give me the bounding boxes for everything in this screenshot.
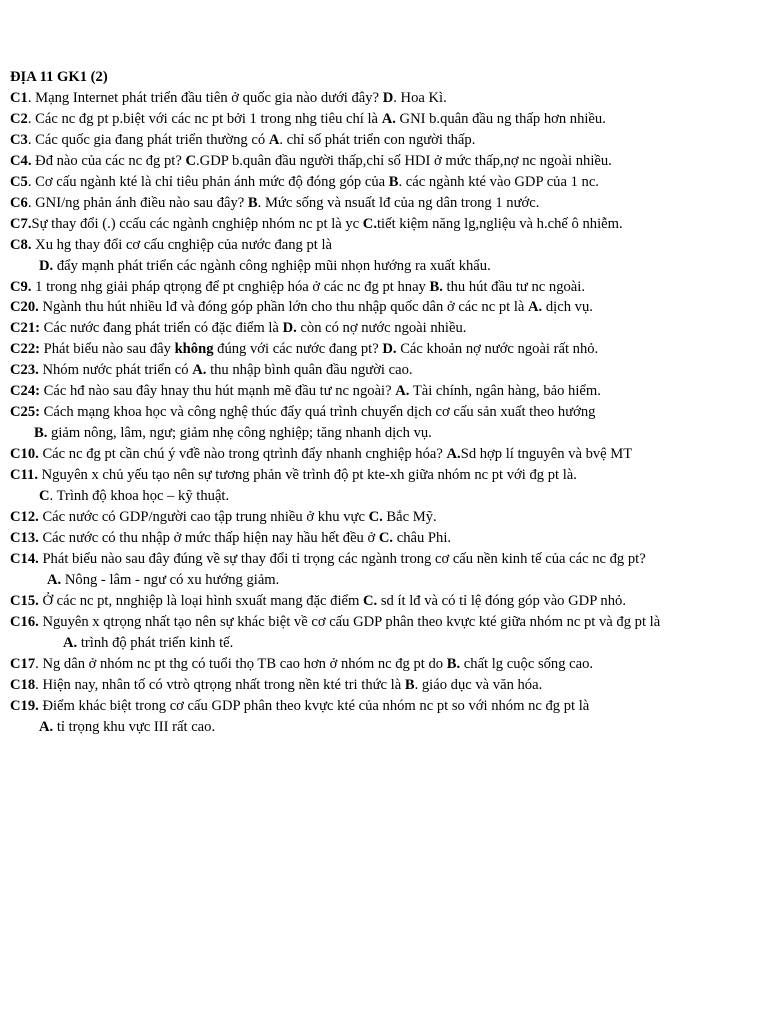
line-text: Ngành thu hút nhiều lđ và đóng góp phần lớn cho thu nhập quốc dân ở các nc pt là bbox=[38, 299, 529, 316]
bold-text: C7. bbox=[10, 215, 32, 232]
bold-text: D. bbox=[282, 320, 297, 337]
line-text: Đđ nào của các nc đg pt? bbox=[31, 152, 186, 169]
bold-text: A. bbox=[381, 110, 396, 127]
question-line bbox=[10, 360, 762, 381]
bold-text: C2 bbox=[10, 110, 28, 127]
line-text: . Mức sống và nsuất lđ của ng dân trong 1 nước. bbox=[257, 194, 540, 211]
line-text: . Các nc đg pt p.biệt với các nc pt bởi 1 trong nhg tiêu chí là bbox=[27, 110, 382, 127]
document-body bbox=[10, 67, 762, 738]
question-line bbox=[10, 465, 762, 486]
line-text: Bắc Mỹ. bbox=[382, 509, 437, 526]
bold-text: C17 bbox=[10, 655, 36, 672]
line-text: Sự thay đổi (.) ccấu các ngành cnghiệp nhóm nc pt là yc bbox=[31, 215, 363, 232]
question-line bbox=[10, 528, 762, 549]
line-text: GNI b.quân đầu ng thấp hơn nhiều. bbox=[395, 110, 606, 127]
bold-text: C5 bbox=[10, 173, 28, 190]
question-line bbox=[10, 297, 762, 318]
question-line bbox=[10, 109, 762, 130]
answer-line bbox=[10, 633, 762, 654]
answer-line bbox=[10, 570, 762, 591]
bold-text: C20. bbox=[10, 299, 39, 316]
line-text: còn có nợ nước ngoài nhiều. bbox=[296, 320, 467, 337]
bold-text: C1 bbox=[10, 89, 28, 106]
bold-text: C14. bbox=[10, 550, 39, 567]
question-line bbox=[10, 591, 762, 612]
bold-text: B bbox=[388, 173, 399, 190]
bold-text: A. bbox=[63, 634, 78, 651]
bold-text: C16. bbox=[10, 613, 39, 630]
line-text: châu Phi. bbox=[393, 529, 452, 546]
bold-text: C12. bbox=[10, 509, 39, 526]
bold-text: A. bbox=[47, 571, 62, 588]
line-text: Phát biểu nào sau đây bbox=[40, 341, 175, 358]
line-text: trình độ phát triển kinh tế. bbox=[77, 634, 234, 651]
bold-text: C bbox=[185, 152, 197, 169]
line-text: Các nước có thu nhập ở mức thấp hiện nay hầu hết đều ở bbox=[38, 529, 379, 546]
answer-line bbox=[10, 423, 762, 444]
line-text: Xu hg thay đổi cơ cấu cnghiệp của nước đang pt là bbox=[31, 236, 333, 253]
line-text: Các nước có GDP/người cao tập trung nhiều ở khu vực bbox=[38, 509, 369, 526]
question-line bbox=[10, 507, 762, 528]
line-text: Nhóm nước phát triển có bbox=[38, 362, 193, 379]
bold-text: D bbox=[382, 89, 394, 106]
line-text: 1 trong nhg giải pháp qtrọng để pt cnghiệp hóa ở các nc đg pt hnay bbox=[31, 278, 430, 295]
bold-text: C22: bbox=[10, 341, 40, 358]
line-text: sd ít lđ và có tỉ lệ đóng góp vào GDP nhỏ. bbox=[377, 592, 626, 609]
line-text: . Ng dân ở nhóm nc pt thg có tuổi thọ TB cao hơn ở nhóm nc đg pt do bbox=[35, 655, 447, 672]
bold-text: D. bbox=[39, 257, 54, 274]
bold-text: C10. bbox=[10, 446, 39, 463]
line-text: . giáo dục và văn hóa. bbox=[414, 676, 543, 693]
bold-text: B bbox=[404, 676, 415, 693]
line-text: . Hoa Kì. bbox=[393, 89, 447, 106]
line-text: . Hiện nay, nhân tố có vtrò qtrọng nhất trong nền kté tri thức là bbox=[35, 676, 405, 693]
bold-text: C15. bbox=[10, 592, 39, 609]
bold-text: C23. bbox=[10, 362, 39, 379]
line-text: Các nước đang phát triển có đặc điểm là bbox=[40, 320, 283, 337]
question-line bbox=[10, 612, 762, 633]
line-text: Các nc đg pt cần chú ý vđề nào trong qtrình đẩy nhanh cnghiệp hóa? bbox=[38, 446, 447, 463]
bold-text: D. bbox=[382, 341, 397, 358]
line-text: dịch vụ. bbox=[542, 299, 593, 316]
line-text: . các ngành kté vào GDP của 1 nc. bbox=[398, 173, 599, 190]
line-text: Điểm khác biệt trong cơ cấu GDP phân theo kvực kté của nhóm nc pt so với nhóm nc đg pt là bbox=[38, 697, 590, 714]
line-text: . Trình độ khoa học – kỹ thuật. bbox=[49, 488, 230, 505]
bold-text: A. bbox=[528, 299, 543, 316]
bold-text: B bbox=[247, 194, 258, 211]
line-text: đẩy mạnh phát triển các ngành công nghiệp mũi nhọn hướng ra xuất khẩu. bbox=[53, 257, 491, 274]
bold-text: A bbox=[268, 131, 280, 148]
line-text: Nông - lâm - ngư có xu hướng giảm. bbox=[61, 571, 280, 588]
bold-text: C. bbox=[362, 215, 377, 232]
line-text: chất lg cuộc sống cao. bbox=[460, 655, 594, 672]
bold-text: C. bbox=[368, 509, 383, 526]
bold-text: C24: bbox=[10, 383, 40, 400]
answer-line bbox=[10, 717, 762, 738]
bold-text: C18 bbox=[10, 676, 36, 693]
question-line bbox=[10, 88, 762, 109]
question-line bbox=[10, 402, 762, 423]
bold-text: C19. bbox=[10, 697, 39, 714]
question-line bbox=[10, 381, 762, 402]
line-text: Phát biểu nào sau đây đúng về sự thay đổi tỉ trọng các ngành trong cơ cấu nền kinh tế của các nc đg pt? bbox=[38, 550, 646, 567]
line-text: Nguyên x chủ yếu tạo nên sự tương phản về trình độ pt kte-xh giữa nhóm nc pt với đg pt là. bbox=[37, 467, 577, 484]
question-line bbox=[10, 675, 762, 696]
bold-text: C3 bbox=[10, 131, 28, 148]
line-text: giảm nông, lâm, ngư; giảm nhẹ công nghiệp; tăng nhanh dịch vụ. bbox=[47, 425, 432, 442]
question-line bbox=[10, 444, 762, 465]
bold-text: C4. bbox=[10, 152, 32, 169]
line-text: đúng với các nước đang pt? bbox=[213, 341, 383, 358]
answer-line bbox=[10, 486, 762, 507]
bold-text: A. bbox=[395, 383, 410, 400]
bold-text: C25: bbox=[10, 404, 40, 421]
line-text: . Cơ cấu ngành kté là chỉ tiêu phản ánh mức độ đóng góp của bbox=[27, 173, 389, 190]
bold-text: B. bbox=[34, 425, 48, 442]
question-line bbox=[10, 172, 762, 193]
question-line bbox=[10, 235, 762, 256]
bold-text: C. bbox=[363, 592, 378, 609]
bold-text: B. bbox=[446, 655, 461, 672]
question-line bbox=[10, 339, 762, 360]
question-line bbox=[10, 696, 762, 717]
line-text: . Các quốc gia đang phát triển thường có bbox=[27, 131, 269, 148]
bold-text: C9. bbox=[10, 278, 32, 295]
question-line bbox=[10, 277, 762, 298]
question-line bbox=[10, 654, 762, 675]
bold-text: không bbox=[174, 341, 214, 358]
line-text: .GDP b.quân đầu người thấp,chỉ số HDI ở mức thấp,nợ nc ngoài nhiều. bbox=[196, 152, 612, 169]
line-text: Tài chính, ngân hàng, bảo hiểm. bbox=[409, 383, 601, 400]
answer-line bbox=[10, 256, 762, 277]
line-text: Nguyên x qtrọng nhất tạo nên sự khác biệt về cơ cấu GDP phân theo kvực kté giữa nhóm nc pt và đg pt là bbox=[38, 613, 661, 630]
bold-text: C. bbox=[378, 529, 394, 546]
question-line bbox=[10, 549, 762, 570]
line-text: thu nhập bình quân đầu người cao. bbox=[206, 362, 413, 379]
bold-text: A. bbox=[446, 446, 461, 463]
question-line bbox=[10, 193, 762, 214]
line-text: Ở các nc pt, nnghiệp là loại hình sxuất mang đặc điểm bbox=[38, 592, 364, 609]
line-text: Cách mạng khoa học và công nghệ thúc đẩy quá trình chuyển dịch cơ cấu sản xuất theo hướng bbox=[40, 404, 596, 421]
bold-text: A. bbox=[192, 362, 207, 379]
line-text: . Mạng Internet phát triển đầu tiên ở quốc gia nào dưới đây? bbox=[27, 89, 383, 106]
bold-text: C bbox=[39, 488, 50, 505]
question-list bbox=[10, 88, 762, 738]
line-text: tỉ trọng khu vực III rất cao. bbox=[53, 718, 216, 735]
question-line bbox=[10, 214, 762, 235]
line-text: . chỉ số phát triển con người thấp. bbox=[279, 131, 476, 148]
bold-text: C13. bbox=[10, 529, 39, 546]
bold-text: C6 bbox=[10, 194, 28, 211]
question-line bbox=[10, 318, 762, 339]
line-text: tiết kiệm năng lg,ngliệu và h.chế ô nhiễm. bbox=[377, 215, 623, 232]
bold-text: C8. bbox=[10, 236, 32, 253]
bold-text: B. bbox=[429, 278, 443, 295]
bold-text: C11. bbox=[10, 467, 38, 484]
line-text: thu hút đầu tư nc ngoài. bbox=[442, 278, 585, 295]
document-title: ĐỊA 11 GK1 (2) bbox=[10, 69, 108, 85]
bold-text: C21: bbox=[10, 320, 40, 337]
question-line bbox=[10, 151, 762, 172]
line-text: . GNI/ng phản ánh điều nào sau đây? bbox=[27, 194, 248, 211]
line-text: Các hđ nào sau đây hnay thu hút mạnh mẽ đầu tư nc ngoài? bbox=[40, 383, 396, 400]
line-text: Các khoản nợ nước ngoài rất nhỏ. bbox=[396, 341, 599, 358]
bold-text: A. bbox=[39, 718, 54, 735]
line-text: Sd hợp lí tnguyên và bvệ MT bbox=[460, 446, 633, 463]
question-line bbox=[10, 130, 762, 151]
